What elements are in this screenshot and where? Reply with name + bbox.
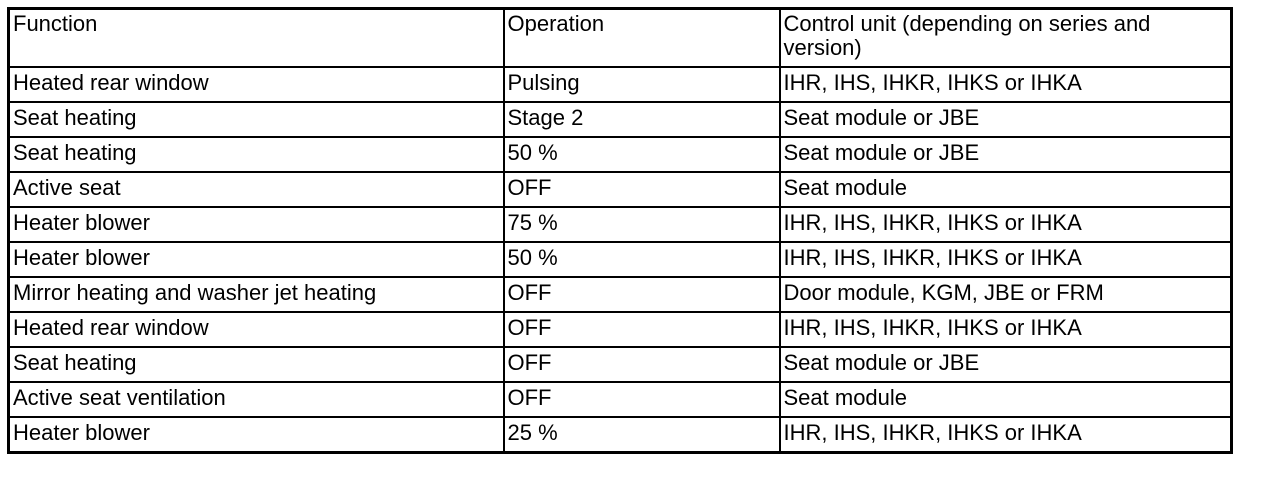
cell-function: Heater blower <box>9 207 504 242</box>
cell-operation: OFF <box>504 172 780 207</box>
cell-operation: 25 % <box>504 417 780 452</box>
cell-function: Heated rear window <box>9 312 504 347</box>
cell-control-unit: Seat module or JBE <box>780 347 1232 382</box>
table-row <box>9 347 1232 382</box>
table-row <box>9 137 1232 172</box>
cell-function: Active seat ventilation <box>9 382 504 417</box>
table-row <box>9 172 1232 207</box>
table-row <box>9 67 1232 102</box>
header-function: Function <box>9 9 504 68</box>
cell-operation: 75 % <box>504 207 780 242</box>
cell-function: Seat heating <box>9 347 504 382</box>
cell-function: Active seat <box>9 172 504 207</box>
cell-operation: Stage 2 <box>504 102 780 137</box>
cell-control-unit: Door module, KGM, JBE or FRM <box>780 277 1232 312</box>
cell-control-unit: Seat module or JBE <box>780 137 1232 172</box>
cell-operation: Pulsing <box>504 67 780 102</box>
cell-control-unit: Seat module or JBE <box>780 102 1232 137</box>
cell-operation: 50 % <box>504 242 780 277</box>
function-table <box>7 7 1233 454</box>
cell-control-unit: IHR, IHS, IHKR, IHKS or IHKA <box>780 417 1232 452</box>
cell-function: Heater blower <box>9 242 504 277</box>
cell-operation: OFF <box>504 277 780 312</box>
table-row <box>9 382 1232 417</box>
cell-operation: 50 % <box>504 137 780 172</box>
table-row <box>9 417 1232 452</box>
cell-control-unit: IHR, IHS, IHKR, IHKS or IHKA <box>780 67 1232 102</box>
cell-operation: OFF <box>504 347 780 382</box>
function-table-container <box>7 7 1233 454</box>
cell-function: Heated rear window <box>9 67 504 102</box>
header-operation: Operation <box>504 9 780 68</box>
header-control-unit: Control unit (depending on series and version) <box>780 9 1232 68</box>
cell-operation: OFF <box>504 382 780 417</box>
cell-function: Mirror heating and washer jet heating <box>9 277 504 312</box>
cell-control-unit: IHR, IHS, IHKR, IHKS or IHKA <box>780 312 1232 347</box>
cell-operation: OFF <box>504 312 780 347</box>
cell-control-unit: Seat module <box>780 382 1232 417</box>
cell-control-unit: IHR, IHS, IHKR, IHKS or IHKA <box>780 242 1232 277</box>
cell-function: Heater blower <box>9 417 504 452</box>
cell-control-unit: IHR, IHS, IHKR, IHKS or IHKA <box>780 207 1232 242</box>
cell-control-unit: Seat module <box>780 172 1232 207</box>
cell-function: Seat heating <box>9 102 504 137</box>
table-row <box>9 242 1232 277</box>
table-row <box>9 277 1232 312</box>
table-row <box>9 102 1232 137</box>
table-row <box>9 207 1232 242</box>
table-row <box>9 312 1232 347</box>
header-row <box>9 9 1232 68</box>
cell-function: Seat heating <box>9 137 504 172</box>
